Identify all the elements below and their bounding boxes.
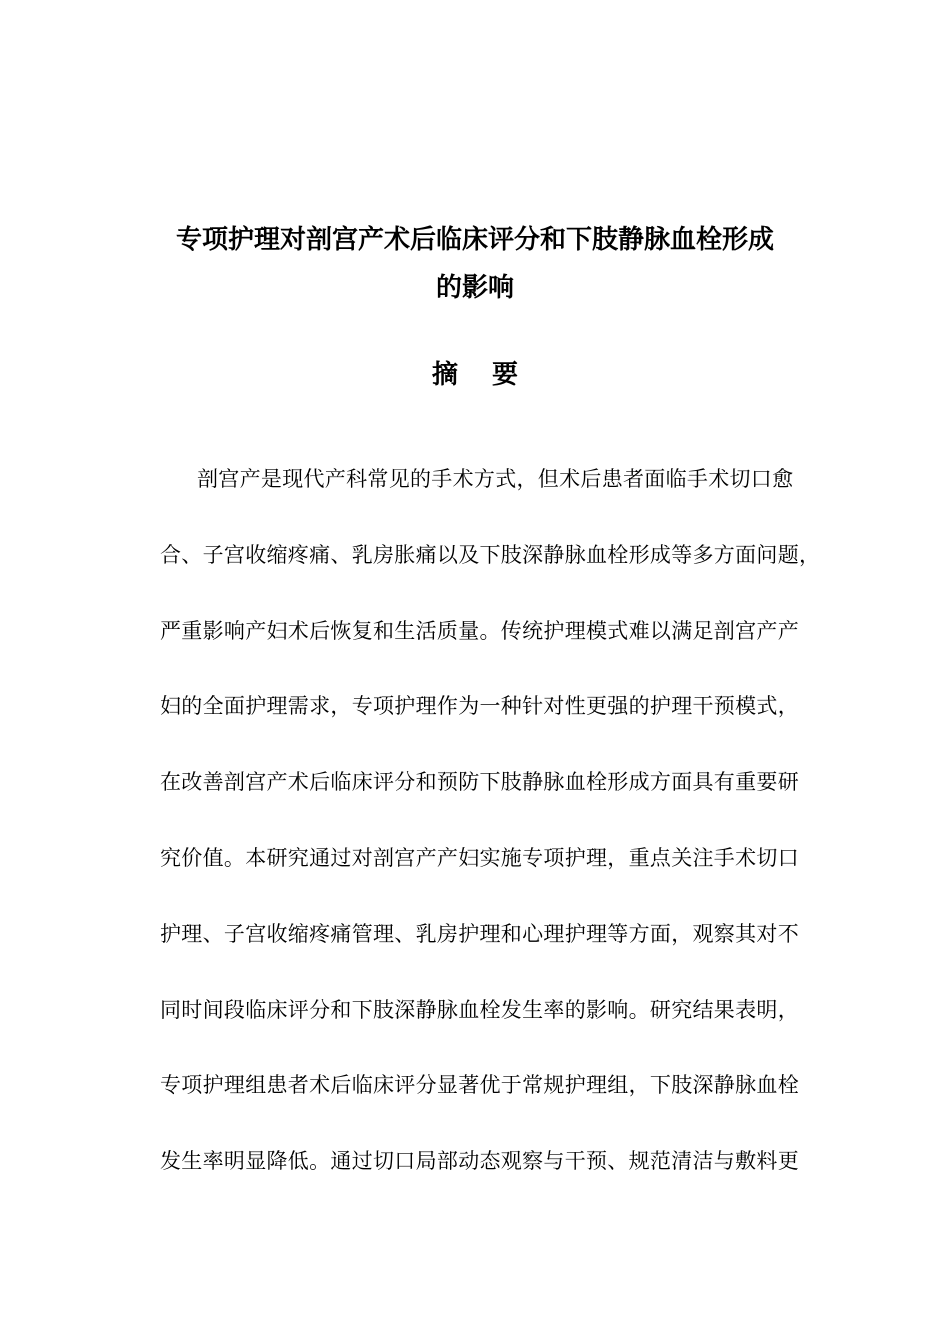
abstract-line: 严重影响产妇术后恢复和生活质量。传统护理模式难以满足剖宫产产 [160,618,799,643]
abstract-line: 发生率明显降低。通过切口局部动态观察与干预、规范清洁与敷料更 [160,1149,799,1174]
abstract-line: 同时间段临床评分和下肢深静脉血栓发生率的影响。研究结果表明， [160,997,799,1022]
abstract-heading: 摘要 [431,360,552,390]
abstract-line: 专项护理组患者术后临床评分显著优于常规护理组，下肢深静脉血栓 [160,1073,799,1098]
abstract-body [160,442,860,1200]
abstract-line: 护理、子宫收缩疼痛管理、乳房护理和心理护理等方面，观察其对不 [160,921,799,946]
abstract-line: 合、子宫收缩疼痛、乳房胀痛以及下肢深静脉血栓形成等多方面问题， [160,542,821,567]
abstract-line: 在改善剖宫产术后临床评分和预防下肢静脉血栓形成方面具有重要研 [160,770,799,795]
document-title-line-2: 的影响 [435,273,514,303]
abstract-line: 妇的全面护理需求，专项护理作为一种针对性更强的护理干预模式， [160,694,799,719]
abstract-line: 剖宫产是现代产科常见的手术方式，但术后患者面临手术切口愈 [197,467,794,491]
document-title-line-1: 专项护理对剖宫产术后临床评分和下肢静脉血栓形成 [175,225,774,255]
abstract-line: 究价值。本研究通过对剖宫产产妇实施专项护理，重点关注手术切口 [160,845,799,870]
